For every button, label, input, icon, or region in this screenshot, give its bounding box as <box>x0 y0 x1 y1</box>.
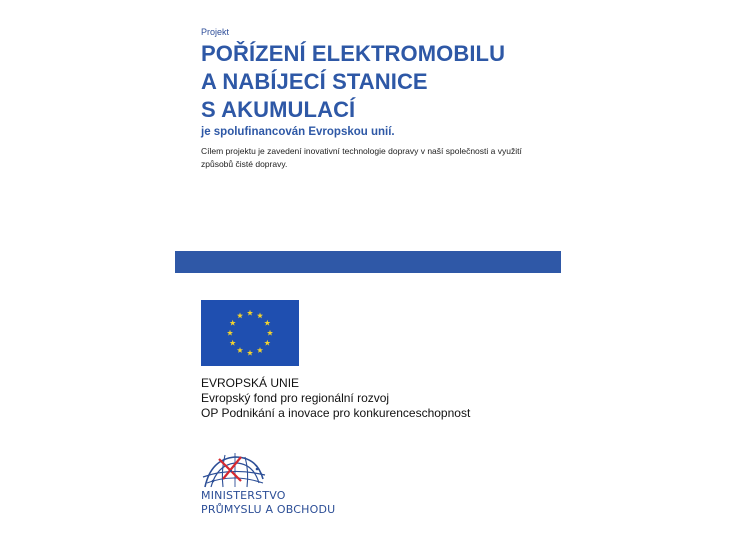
project-label: Projekt <box>201 27 230 37</box>
ministry-logo <box>201 451 351 521</box>
mpo-globe-icon <box>201 451 267 489</box>
eu-flag-icon <box>201 300 299 366</box>
project-title-line-1: POŘÍZENÍ ELEKTROMOBILU <box>201 41 506 66</box>
ministry-name <box>201 489 335 517</box>
eu-programme-name: OP Podnikání a inovace pro konkurenceschopnost <box>201 406 471 420</box>
cofinancing-statement: je spolufinancován Evropskou unií. <box>201 126 395 138</box>
eu-name: EVROPSKÁ UNIE <box>201 376 300 390</box>
eu-funding-text <box>201 376 470 421</box>
project-title <box>201 40 505 124</box>
project-title-line-3: S AKUMULACÍ <box>201 97 356 122</box>
ministry-name-line-1: MINISTERSTVO <box>201 489 286 502</box>
eu-fund-name: Evropský fond pro regionální rozvoj <box>201 391 390 405</box>
ministry-name-line-2: PRŮMYSLU A OBCHODU <box>201 503 336 516</box>
project-title-line-2: A NABÍJECÍ STANICE <box>201 69 428 94</box>
project-description: Cílem projektu je zavedení inovativní technologie dopravy v naší společnosti a využití způsobů čisté dopravy. <box>201 146 522 169</box>
blue-divider-bar <box>175 251 561 273</box>
